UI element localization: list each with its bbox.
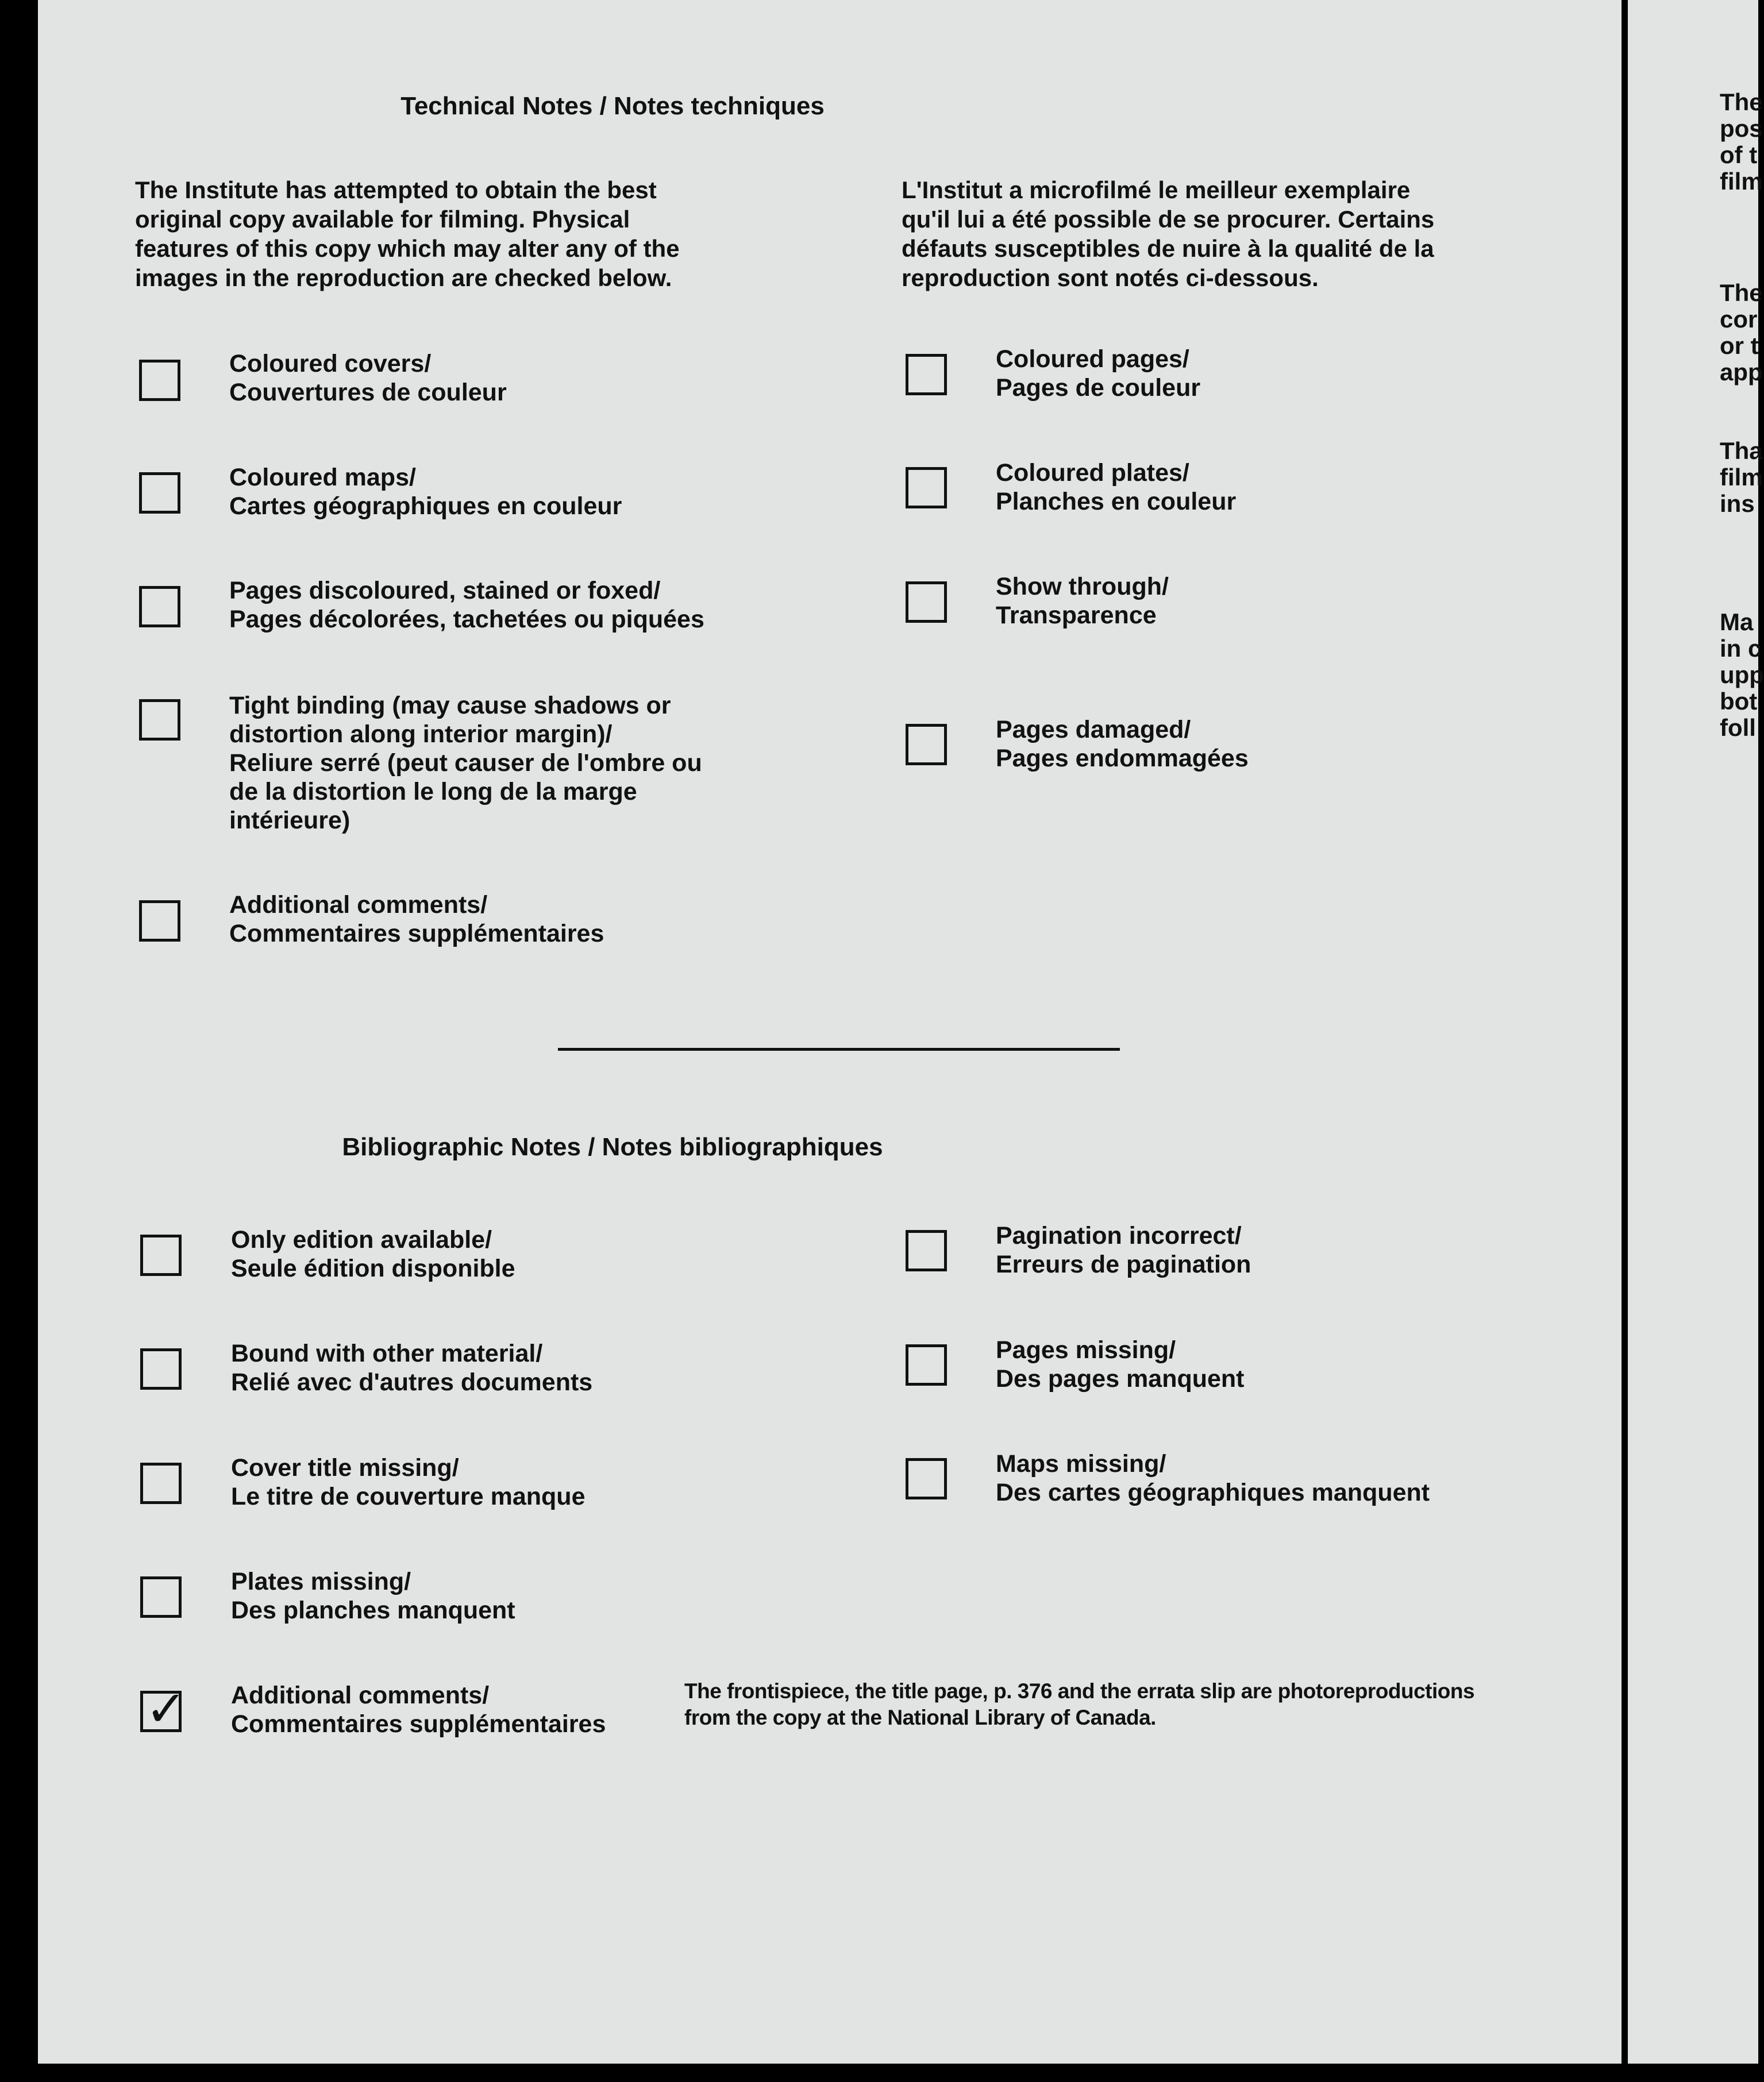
label-line: Pages damaged/ bbox=[996, 716, 1191, 743]
check-mark-icon: ✓ bbox=[145, 1680, 187, 1738]
label-bound-with-other bbox=[231, 1339, 592, 1397]
intro-english bbox=[135, 175, 825, 292]
fragment-paragraph bbox=[1720, 438, 1763, 517]
checkbox-additional-comments-technical[interactable] bbox=[139, 900, 180, 942]
label-line: Commentaires supplémentaires bbox=[231, 1710, 606, 1738]
label-line: Additional comments/ bbox=[229, 891, 488, 919]
bibliographic-notes-title: Bibliographic Notes / Notes bibliographiques bbox=[342, 1133, 883, 1161]
label-show-through bbox=[996, 572, 1169, 630]
intro-en-line: images in the reproduction are checked below. bbox=[135, 264, 672, 291]
label-line: Coloured covers/ bbox=[229, 350, 432, 377]
label-line: Coloured maps/ bbox=[229, 464, 416, 491]
label-line: Only edition available/ bbox=[231, 1226, 492, 1254]
checkbox-show-through[interactable] bbox=[906, 581, 947, 623]
label-line: Bound with other material/ bbox=[231, 1340, 543, 1367]
label-cover-title-missing bbox=[231, 1453, 586, 1511]
label-line: Reliure serré (peut causer de l'ombre ou bbox=[229, 749, 702, 777]
label-line: Pages missing/ bbox=[996, 1336, 1176, 1364]
label-line: Des cartes géographiques manquent bbox=[996, 1479, 1430, 1506]
checkbox-tight-binding[interactable] bbox=[139, 699, 180, 741]
checkbox-pages-discoloured[interactable] bbox=[139, 586, 180, 627]
label-line: Relié avec d'autres documents bbox=[231, 1368, 593, 1396]
label-line: Coloured pages/ bbox=[996, 345, 1189, 373]
label-pages-missing bbox=[996, 1336, 1245, 1393]
note-line: The frontispiece, the title page, p. 376 and the errata slip are photoreproductions bbox=[684, 1679, 1475, 1703]
fragment-line: Ma bbox=[1720, 608, 1754, 635]
intro-en-line: features of this copy which may alter any of the bbox=[135, 235, 680, 262]
section-divider bbox=[558, 1048, 1120, 1051]
note-line: from the copy at the National Library of Canada. bbox=[684, 1706, 1156, 1729]
label-line: Le titre de couverture manque bbox=[231, 1483, 586, 1510]
label-line: Pages discoloured, stained or foxed/ bbox=[229, 577, 661, 604]
fragment-line: pos bbox=[1720, 115, 1763, 142]
label-line: Transparence bbox=[996, 602, 1157, 629]
label-additional-comments-bibliographic bbox=[231, 1681, 606, 1738]
checkbox-maps-missing[interactable] bbox=[906, 1458, 947, 1499]
fragment-line: in c bbox=[1720, 635, 1762, 662]
intro-fr-line: L'Institut a microfilmé le meilleur exemplaire bbox=[902, 176, 1411, 203]
label-pagination-incorrect bbox=[996, 1221, 1251, 1279]
intro-fr-line: reproduction sont notés ci-dessous. bbox=[902, 264, 1319, 291]
label-only-edition bbox=[231, 1225, 515, 1283]
checkbox-pages-damaged[interactable] bbox=[906, 724, 947, 765]
fragment-line: foll bbox=[1720, 714, 1756, 741]
fragment-line: Tha bbox=[1720, 437, 1763, 464]
label-line: Tight binding (may cause shadows or bbox=[229, 692, 671, 719]
checkbox-coloured-covers[interactable] bbox=[139, 360, 180, 401]
label-pages-discoloured bbox=[229, 576, 704, 634]
label-line: de la distortion le long de la marge bbox=[229, 778, 637, 805]
label-tight-binding bbox=[229, 691, 702, 835]
fragment-line: bot bbox=[1720, 688, 1758, 715]
intro-fr-line: qu'il lui a été possible de se procurer. Certains bbox=[902, 206, 1435, 233]
fragment-paragraph bbox=[1720, 609, 1764, 741]
label-line: Pages endommagées bbox=[996, 745, 1249, 772]
label-coloured-pages bbox=[996, 345, 1200, 402]
label-coloured-covers bbox=[229, 349, 507, 407]
fragment-line: ins bbox=[1720, 490, 1755, 517]
label-coloured-plates bbox=[996, 458, 1236, 516]
checkbox-coloured-maps[interactable] bbox=[139, 472, 180, 514]
fragment-line: app bbox=[1720, 358, 1763, 385]
fragment-line: film bbox=[1720, 168, 1763, 195]
checkbox-plates-missing[interactable] bbox=[140, 1576, 182, 1618]
fragment-line: cor bbox=[1720, 306, 1758, 333]
label-plates-missing bbox=[231, 1567, 515, 1625]
intro-fr-line: défauts susceptibles de nuire à la qualité de la bbox=[902, 235, 1434, 262]
label-line: Coloured plates/ bbox=[996, 459, 1189, 487]
fragment-line: of t bbox=[1720, 141, 1758, 168]
label-line: Seule édition disponible bbox=[231, 1255, 515, 1282]
label-line: Planches en couleur bbox=[996, 488, 1237, 515]
label-line: Des pages manquent bbox=[996, 1365, 1245, 1393]
checkbox-bound-with-other[interactable] bbox=[140, 1348, 182, 1390]
label-line: distortion along interior margin)/ bbox=[229, 720, 613, 748]
checkbox-only-edition[interactable] bbox=[140, 1235, 182, 1276]
label-pages-damaged bbox=[996, 715, 1249, 773]
document-page bbox=[38, 0, 1622, 2064]
fragment-line: The bbox=[1720, 279, 1763, 306]
intro-en-line: The Institute has attempted to obtain the best bbox=[135, 176, 657, 203]
fragment-paragraph bbox=[1720, 89, 1763, 195]
checkbox-pagination-incorrect[interactable] bbox=[906, 1230, 947, 1271]
checkbox-pages-missing[interactable] bbox=[906, 1344, 947, 1386]
label-additional-comments-technical bbox=[229, 890, 604, 948]
label-line: Cover title missing/ bbox=[231, 1454, 459, 1482]
label-line: Erreurs de pagination bbox=[996, 1251, 1251, 1278]
checkbox-cover-title-missing[interactable] bbox=[140, 1463, 182, 1504]
intro-en-line: original copy available for filming. Physical bbox=[135, 206, 630, 233]
checkbox-coloured-plates[interactable] bbox=[906, 467, 947, 508]
fragment-paragraph bbox=[1720, 280, 1763, 385]
label-line: Pagination incorrect/ bbox=[996, 1222, 1242, 1250]
technical-notes-title: Technical Notes / Notes techniques bbox=[400, 92, 825, 120]
adjacent-page-fragment bbox=[1628, 0, 1764, 2064]
label-line: intérieure) bbox=[229, 807, 351, 834]
label-line: Show through/ bbox=[996, 573, 1169, 600]
fragment-line: film bbox=[1720, 464, 1763, 491]
checkbox-additional-comments-bibliographic[interactable] bbox=[140, 1680, 187, 1738]
fragment-line: upp bbox=[1720, 661, 1764, 688]
label-maps-missing bbox=[996, 1449, 1430, 1507]
additional-comments-note bbox=[684, 1678, 1474, 1731]
label-line: Pages décolorées, tachetées ou piquées bbox=[229, 606, 704, 633]
label-line: Cartes géographiques en couleur bbox=[229, 492, 622, 520]
label-coloured-maps bbox=[229, 463, 622, 520]
label-line: Additional comments/ bbox=[231, 1682, 490, 1709]
label-line: Maps missing/ bbox=[996, 1450, 1166, 1478]
label-line: Plates missing/ bbox=[231, 1568, 411, 1595]
label-line: Couvertures de couleur bbox=[229, 379, 507, 406]
checkbox-coloured-pages[interactable] bbox=[906, 354, 947, 395]
label-line: Des planches manquent bbox=[231, 1597, 515, 1624]
fragment-line: The bbox=[1720, 88, 1763, 115]
fragment-line: or t bbox=[1720, 332, 1759, 359]
label-line: Commentaires supplémentaires bbox=[229, 920, 604, 947]
intro-french bbox=[902, 175, 1591, 292]
label-line: Pages de couleur bbox=[996, 374, 1201, 402]
